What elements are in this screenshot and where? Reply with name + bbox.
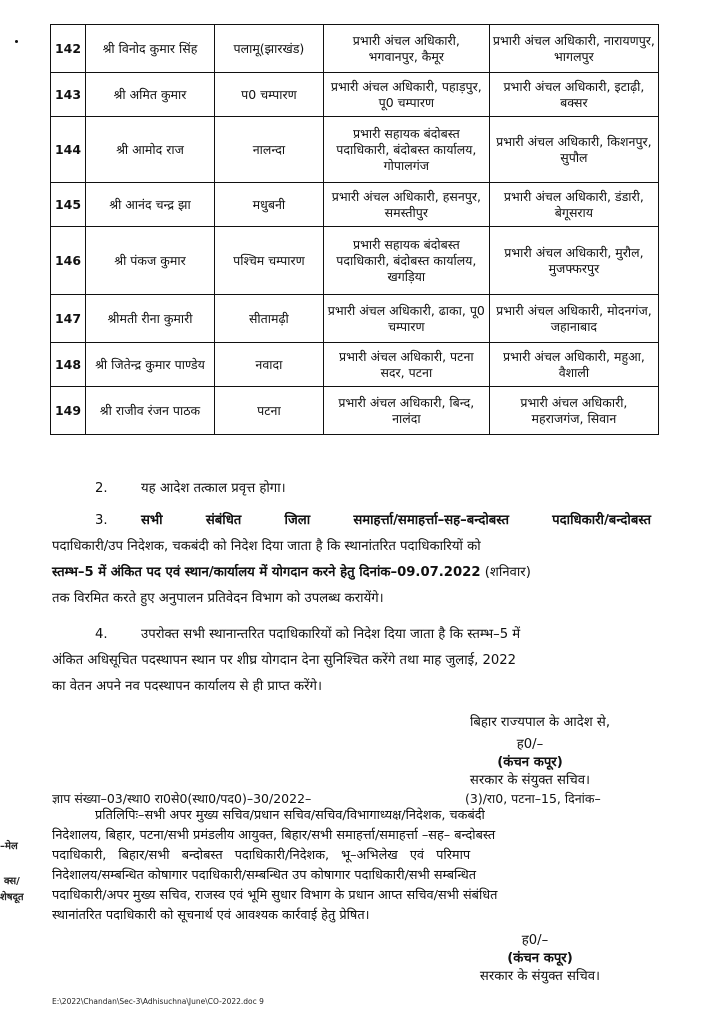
row-number-cell: 149 bbox=[51, 387, 86, 435]
officer-name-cell: श्री अमित कुमार bbox=[85, 73, 214, 117]
officer-name-cell: श्री राजीव रंजन पाठक bbox=[85, 387, 214, 435]
copy-line-4: निदेशालय/सम्बन्धित कोषागार पदाधिकारी/सम्बन्धित उप कोषागार पदाधिकारी/सभी सम्बन्धित bbox=[52, 868, 477, 883]
current-post-cell: प्रभारी अंचल अधिकारी, बिन्द, नालंदा bbox=[323, 387, 489, 435]
table-row bbox=[51, 227, 659, 295]
paragraph-3-line-1: सभी संबंधित जिला समाहर्त्ता/समाहर्त्ता–सह–बन्दोबस्त पदाधिकारी/बन्दोबस्त bbox=[141, 513, 651, 528]
officer-name-cell: श्रीमती रीना कुमारी bbox=[85, 295, 214, 343]
joining-day-text: (शनिवार) bbox=[480, 565, 531, 580]
row-number-cell: 147 bbox=[51, 295, 86, 343]
home-district-cell: पटना bbox=[214, 387, 323, 435]
signature-1-designation: सरकार के संयुक्त सचिव। bbox=[469, 773, 591, 788]
table-row bbox=[51, 387, 659, 435]
current-post-cell: प्रभारी अंचल अधिकारी, भगवानपुर, कैमूर bbox=[323, 25, 489, 73]
signature-2-name: (कंचन कपूर) bbox=[507, 951, 573, 966]
current-post-cell: प्रभारी अंचल अधिकारी, हसनपुर, समस्तीपुर bbox=[323, 183, 489, 227]
table-row bbox=[51, 343, 659, 387]
home-district-cell: मधुबनी bbox=[214, 183, 323, 227]
table-row bbox=[51, 117, 659, 183]
copy-line-5: पदाधिकारी/अपर मुख्य सचिव, राजस्व एवं भूमि सुधार विभाग के प्रधान आप्त सचिव/सभी संबंधित bbox=[52, 888, 498, 903]
home-district-cell: प0 चम्पारण bbox=[214, 73, 323, 117]
new-post-cell: प्रभारी अंचल अधिकारी, इटाढ़ी, बक्सर bbox=[489, 73, 658, 117]
new-post-cell: प्रभारी अंचल अधिकारी, महराजगंज, सिवान bbox=[489, 387, 658, 435]
new-post-cell: प्रभारी अंचल अधिकारी, डंडारी, बेगूसराय bbox=[489, 183, 658, 227]
officer-name-cell: श्री विनोद कुमार सिंह bbox=[85, 25, 214, 73]
margin-note-2: क्स/ bbox=[4, 876, 20, 887]
home-district-cell: नालन्दा bbox=[214, 117, 323, 183]
new-post-cell: प्रभारी अंचल अधिकारी, मुरौल, मुजफ्फरपुर bbox=[489, 227, 658, 295]
officer-name-cell: श्री आमोद राज bbox=[85, 117, 214, 183]
new-post-cell: प्रभारी अंचल अधिकारी, नारायणपुर, भागलपुर bbox=[489, 25, 658, 73]
row-number-cell: 145 bbox=[51, 183, 86, 227]
new-post-cell: प्रभारी अंचल अधिकारी, महुआ, वैशाली bbox=[489, 343, 658, 387]
paragraph-4-line-3: का वेतन अपने नव पदस्थापन कार्यालय से ही प्राप्त करेंगे। bbox=[52, 679, 322, 694]
paragraph-2-text: यह आदेश तत्काल प्रवृत्त होगा। bbox=[141, 481, 286, 496]
copy-line-2: निदेशालय, बिहार, पटना/सभी प्रमंडलीय आयुक्त, बिहार/सभी समाहर्त्ता/समाहर्त्ता –सह– बन्दोबस्त bbox=[52, 828, 496, 843]
paragraph-2-number: 2. bbox=[95, 481, 108, 496]
copy-line-6: स्थानांतरित पदाधिकारी को सूचनार्थ एवं आवश्यक कार्रवाई हेतु प्रेषित। bbox=[52, 908, 370, 923]
signature-2-signed: ह0/– bbox=[521, 933, 549, 948]
governor-order-line: बिहार राज्यपाल के आदेश से, bbox=[469, 715, 611, 730]
copy-line-1: प्रतिलिपिः–सभी अपर मुख्य सचिव/प्रधान सचिव/सचिव/विभागाध्यक्ष/निदेशक, चकबंदी bbox=[95, 808, 485, 823]
memo-number: ज्ञाप संख्या–03/स्था0 रा0से0(स्था0/पद0)–30/2022– bbox=[52, 791, 312, 806]
paragraph-3-line-3 bbox=[52, 560, 662, 585]
margin-note-1: –मेल bbox=[0, 841, 18, 852]
officer-name-cell: श्री पंकज कुमार bbox=[85, 227, 214, 295]
home-district-cell: पश्चिम चम्पारण bbox=[214, 227, 323, 295]
officer-name-cell: श्री आनंद चन्द्र झा bbox=[85, 183, 214, 227]
current-post-cell: प्रभारी सहायक बंदोबस्त पदाधिकारी, बंदोबस्त कार्यालय, खगड़िया bbox=[323, 227, 489, 295]
paragraph-4-number: 4. bbox=[95, 627, 108, 642]
file-path-footer: E:\2022\Chandan\Sec-3\Adhisuchna\June\CO-2022.doc 9 bbox=[52, 997, 264, 1006]
row-number-cell: 143 bbox=[51, 73, 86, 117]
signature-2-designation: सरकार के संयुक्त सचिव। bbox=[479, 969, 601, 984]
memo-place-date: (3)/रा0, पटना–15, दिनांक– bbox=[465, 791, 601, 806]
signature-1-name: (कंचन कपूर) bbox=[497, 755, 563, 770]
paragraph-4-line-1: उपरोक्त सभी स्थानान्तरित पदाधिकारियों को निदेश दिया जाता है कि स्तम्भ–5 में bbox=[141, 627, 521, 642]
paragraph-3-line-4: तक विरमित करते हुए अनुपालन प्रतिवेदन विभाग को उपलब्ध करायेंगे। bbox=[52, 591, 384, 606]
margin-note-3: शेषदूत bbox=[0, 892, 24, 903]
copy-line-3: पदाधिकारी, बिहार/सभी बन्दोबस्त पदाधिकारी/निदेशक, भू–अभिलेख एवं परिमाप bbox=[52, 848, 471, 863]
new-post-cell: प्रभारी अंचल अधिकारी, मोदनगंज, जहानाबाद bbox=[489, 295, 658, 343]
row-number-cell: 148 bbox=[51, 343, 86, 387]
current-post-cell: प्रभारी अंचल अधिकारी, ढाका, पू0 चम्पारण bbox=[323, 295, 489, 343]
table-row bbox=[51, 25, 659, 73]
paragraph-3-line-2: पदाधिकारी/उप निदेशक, चकबंदी को निदेश दिया जाता है कि स्थानांतरित पदाधिकारियों को bbox=[52, 539, 481, 554]
joining-date-text: स्तम्भ–5 में अंकित पद एवं स्थान/कार्यालय में योगदान करने हेतु दिनांक–09.07.2022 bbox=[52, 565, 481, 580]
table-row bbox=[51, 295, 659, 343]
home-district-cell: सीतामढ़ी bbox=[214, 295, 323, 343]
table-row bbox=[51, 73, 659, 117]
current-post-cell: प्रभारी अंचल अधिकारी, पटना सदर, पटना bbox=[323, 343, 489, 387]
officer-name-cell: श्री जितेन्द्र कुमार पाण्डेय bbox=[85, 343, 214, 387]
paragraph-4-line-2: अंकित अधिसूचित पदस्थापन स्थान पर शीघ्र योगदान देना सुनिश्चित करेंगे तथा माह जुलाई, 2022 bbox=[52, 653, 517, 668]
table-row bbox=[51, 183, 659, 227]
row-number-cell: 146 bbox=[51, 227, 86, 295]
home-district-cell: नवादा bbox=[214, 343, 323, 387]
new-post-cell: प्रभारी अंचल अधिकारी, किशनपुर, सुपौल bbox=[489, 117, 658, 183]
current-post-cell: प्रभारी अंचल अधिकारी, पहाड़पुर, पू0 चम्पारण bbox=[323, 73, 489, 117]
current-post-cell: प्रभारी सहायक बंदोबस्त पदाधिकारी, बंदोबस्त कार्यालय, गोपालगंज bbox=[323, 117, 489, 183]
transfer-table-body bbox=[51, 25, 659, 435]
home-district-cell: पलामू(झारखंड) bbox=[214, 25, 323, 73]
row-number-cell: 144 bbox=[51, 117, 86, 183]
paragraph-3-number: 3. bbox=[95, 513, 108, 528]
scan-speck bbox=[15, 40, 18, 43]
row-number-cell: 142 bbox=[51, 25, 86, 73]
signature-1-signed: ह0/– bbox=[516, 737, 544, 752]
transfer-table bbox=[50, 24, 659, 435]
